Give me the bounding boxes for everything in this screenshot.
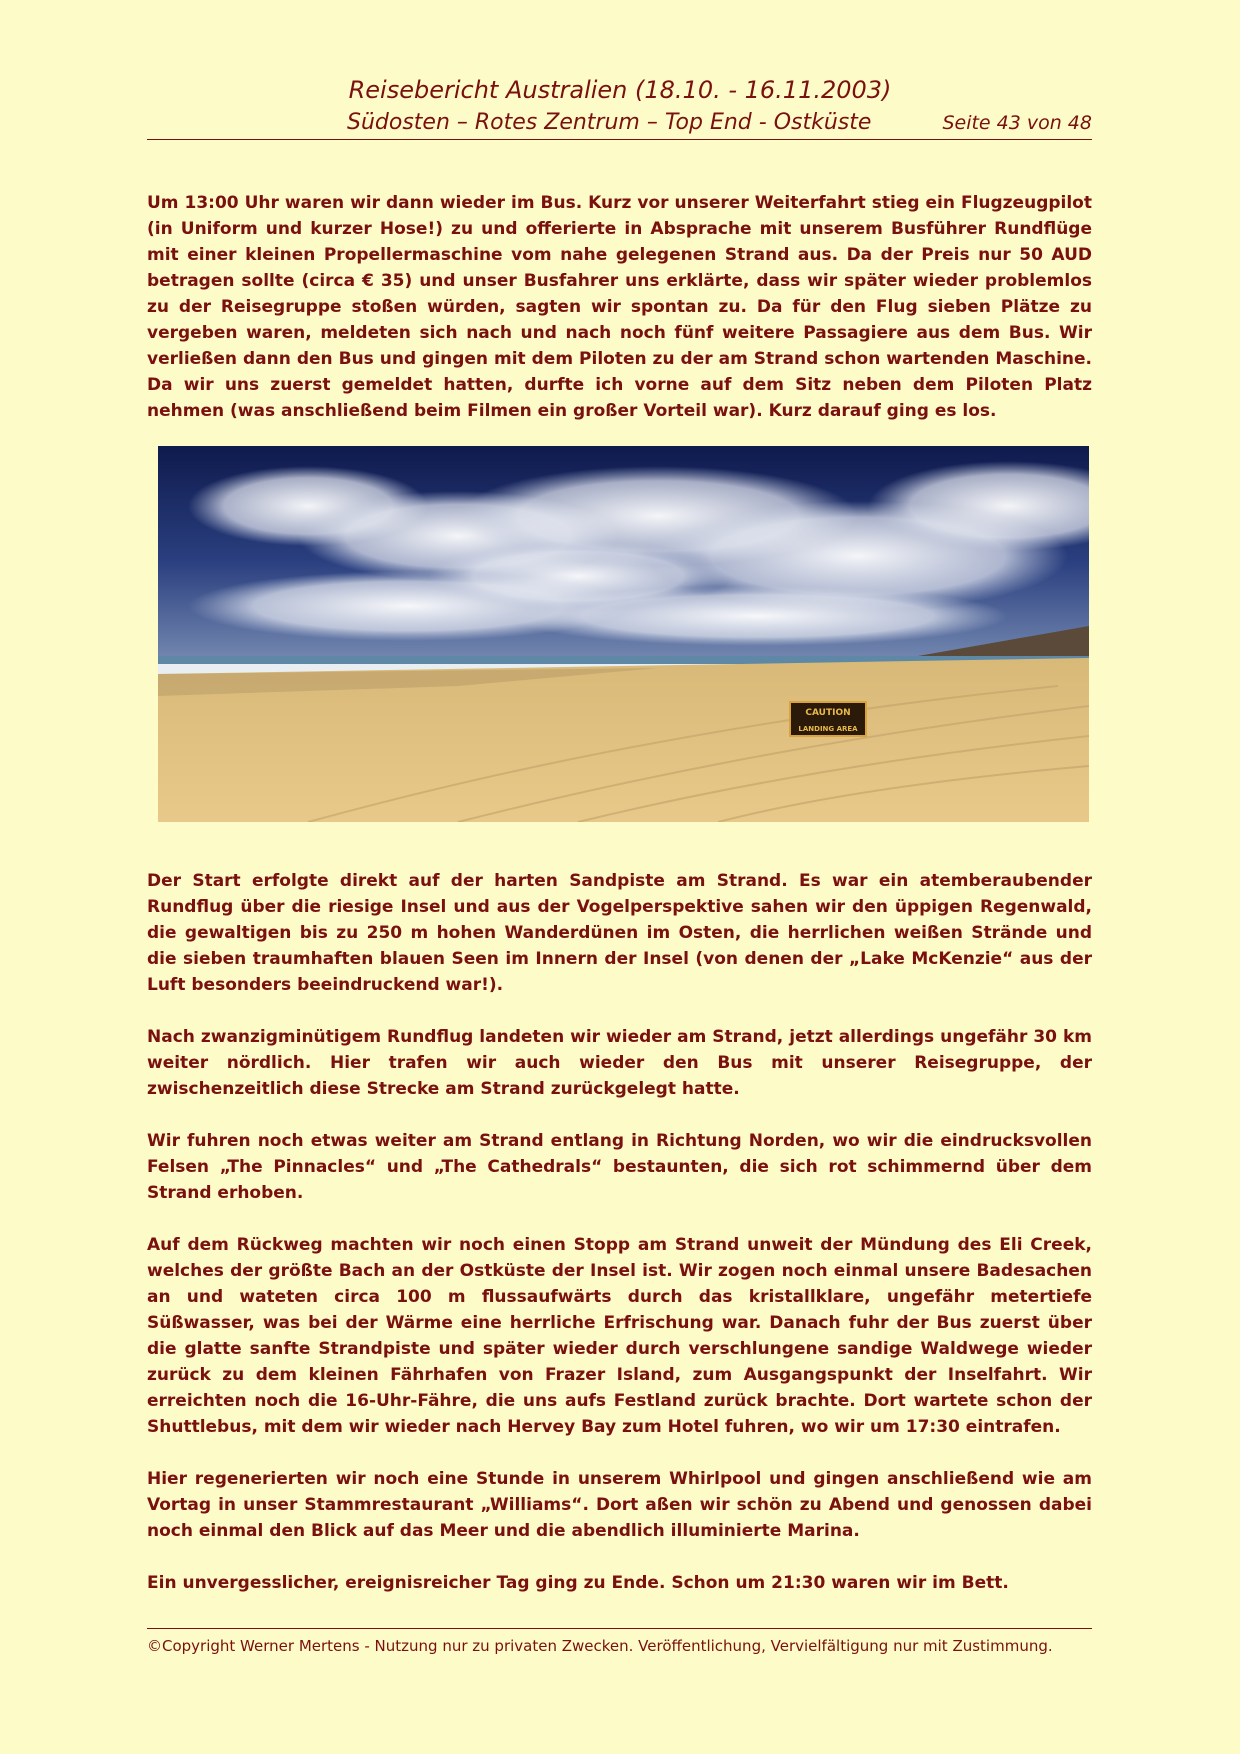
paragraph-eli-creek: Auf dem Rückweg machten wir noch einen Stopp am Strand unweit der Mündung des Eli Creek, welches der größte Bach an der Ostküste der Insel ist. Wir zogen noch einmal unsere Badesachen an und wateten circa 100 m flussaufwärts durch das kristallklare, ungefähr metertiefe Süßwasser, was bei der Wärme eine herrliche Erfrischung war. Danach fuhr der Bus zuerst über die glatte sanfte Strandpiste und später wieder durch verschlungene sandige Waldwege wieder zurück zu dem kleinen Fährhafen von Frazer Island, zum Ausgangspunkt der Inselfahrt. Wir erreichten noch die 16-Uhr-Fähre, die uns aufs Festland zurück brachte. Dort wartete schon der Shuttlebus, mit dem wir wieder nach Hervey Bay zum Hotel fuhren, wo wir um 17:30 eintrafen. bbox=[147, 1235, 1092, 1437]
caution-sign bbox=[790, 702, 866, 736]
paragraph-intro: Um 13:00 Uhr waren wir dann wieder im Bus. Kurz vor unserer Weiterfahrt stieg ein Flugzeugpilot (in Uniform und kurzer Hose!) zu und offerierte in Absprache mit unserem Busführer Rundflüge mit einer kleinen Propellermaschine vom nahe gelegenen Strand aus. Da der Preis nur 50 AUD betragen sollte (circa € 35) und unser Busfahrer uns erklärte, dass wir später wieder problemlos zu der Reisegruppe stoßen würden, sagten wir spontan zu. Da für den Flug sieben Plätze zu vergeben waren, meldeten sich nach und nach noch fünf weitere Passagiere aus dem Bus. Wir verließen dann den Bus und gingen mit dem Piloten zu der am Strand schon wartenden Maschine. Da wir uns zuerst gemeldet hatten, durfte ich vorne auf dem Sitz neben dem Piloten Platz nehmen (was anschließend beim Filmen ein großer Vorteil war). Kurz darauf ging es los. bbox=[147, 193, 1092, 421]
sign-caution-text: CAUTION bbox=[805, 708, 851, 718]
main-section bbox=[147, 868, 1092, 1622]
header-subtitle-row bbox=[147, 110, 1092, 140]
intro-section bbox=[147, 190, 1092, 450]
beach-landing-photo bbox=[158, 446, 1089, 822]
paragraph-end: Ein unvergesslicher, ereignisreicher Tag ging zu Ende. Schon um 21:30 waren wir im Bett. bbox=[147, 1573, 1009, 1593]
copyright-footer: ©Copyright Werner Mertens - Nutzung nur zu privaten Zwecken. Veröffentlichung, Vervielfältigung nur mit Zustimmung. bbox=[147, 1628, 1092, 1659]
document-subtitle: Südosten – Rotes Zentrum – Top End - Ostküste bbox=[347, 110, 872, 135]
document-title: Reisebericht Australien (18.10. - 16.11.2003) bbox=[348, 76, 892, 104]
clouds bbox=[188, 461, 1089, 646]
page-number: Seite 43 von 48 bbox=[942, 112, 1092, 134]
paragraph-pinnacles: Wir fuhren noch etwas weiter am Strand entlang in Richtung Norden, wo wir die eindrucksvollen Felsen „The Pinnacles“ und „The Cathedrals“ bestaunten, die sich rot schimmernd über dem Strand erhoben. bbox=[147, 1131, 1092, 1203]
paragraph-landing: Nach zwanzigminütigem Rundflug landeten wir wieder am Strand, jetzt allerdings ungefähr 30 km weiter nördlich. Hier trafen wir auch wieder den Bus mit unserer Reisegruppe, der zwischenzeitlich diese Strecke am Strand zurückgelegt hatte. bbox=[147, 1027, 1092, 1099]
beach-photo-illustration bbox=[158, 446, 1089, 822]
sign-landing-text: LANDING AREA bbox=[798, 725, 858, 733]
paragraph-flight: Der Start erfolgte direkt auf der harten Sandpiste am Strand. Es war ein atemberaubender Rundflug über die riesige Insel und aus der Vogelperspektive sahen wir den üppigen Regenwald, die gewaltigen bis zu 250 m hohen Wanderdünen im Osten, die herrlichen weißen Strände und die sieben traumhaften blauen Seen im Innern der Insel (von denen der „Lake McKenzie“ aus der Luft besonders beeindruckend war!). bbox=[147, 871, 1092, 995]
paragraph-evening: Hier regenerierten wir noch eine Stunde in unserem Whirlpool und gingen anschließend wie am Vortag in unser Stammrestaurant „Williams“. Dort aßen wir schön zu Abend und genossen dabei noch einmal den Blick auf das Meer und die abendlich illuminierte Marina. bbox=[147, 1469, 1092, 1541]
